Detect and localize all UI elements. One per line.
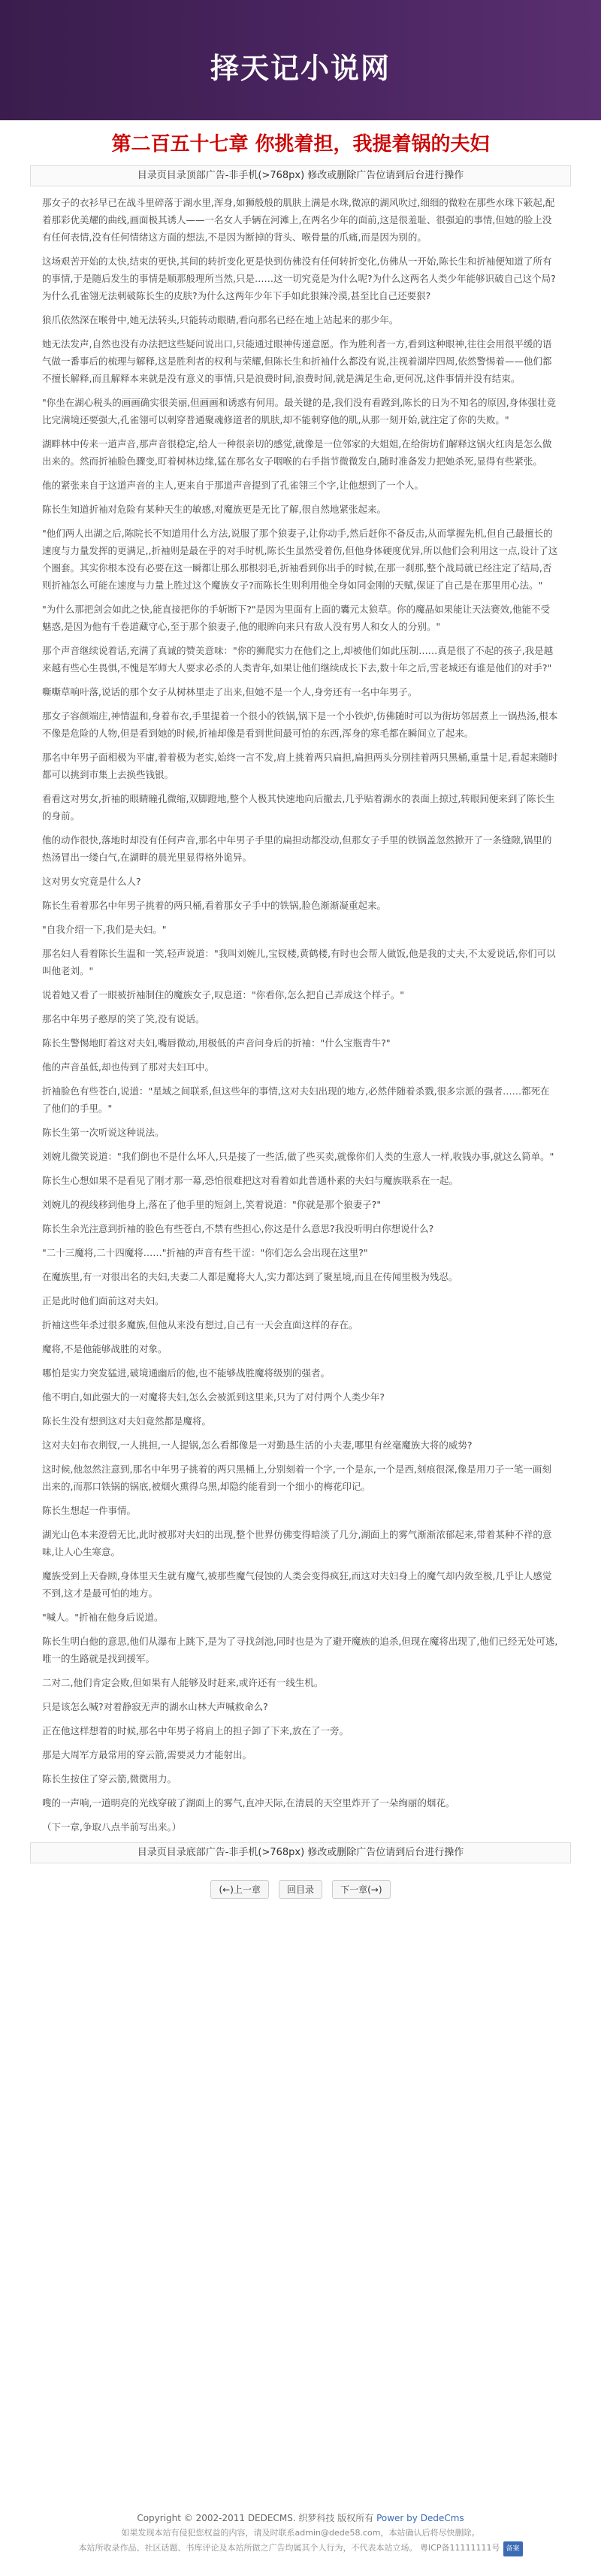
paragraph: "你坐在湖心税头的画画确实很美丽,但画画和诱惑有何用。最关键的是,我们没有看蹚到,陈长的日为不知名的原因,身体强壮竟比完满境还要强大,孔雀翎可以刺穿普通聚魂修道者的肌肤,却不能刺穿他的肌,从那一刻开始,就注定了你的失败。" — [42, 397, 557, 425]
paragraph: 刘婉儿的视线移到他身上,落在了他手里的短剑上,笑着说道："你就是那个狼妻子?" — [42, 1199, 382, 1210]
paragraph: 狼爪依然深在喉骨中,她无法转头,只能转动眼睛,看向那名已经在地上站起来的那少年。 — [42, 314, 399, 325]
paragraph: 那名中年男子面相极为平庸,着着极为老实,始终一言不发,肩上挑着两只扁担,扁担两头分别挂着两只黑桶,重量十足,看起来随时都可以挑到市集上去换些钱银。 — [42, 752, 558, 780]
paragraph: 这时候,他忽然注意到,那名中年男子挑着的两只黑桶上,分别刻着一个字,一个是东,一个是西,刻痕很深,像是用刀子一笔一画刻出来的,而那口铁锅的锅底,被烟火熏得乌黑,却隐约能看到一个细小的梅花印记。 — [42, 1464, 551, 1492]
paragraph: 他的声音虽低,却也传到了那对夫妇耳中。 — [42, 1061, 214, 1073]
paragraph: （下一章,争取八点半前写出来。） — [42, 1821, 182, 1833]
paragraph: 陈长生第一次听说这种说法。 — [42, 1127, 165, 1138]
icp-badge[interactable]: 备案 — [503, 2541, 523, 2556]
paragraph: "喊人。"折袖在他身后说道。 — [42, 1612, 164, 1623]
paragraph: 陈长生余光注意到折袖的脸色有些苍白,不禁有些担心,你这是什么意思?我没听明白你想说什么? — [42, 1223, 434, 1234]
paragraph: "二十三魔将,二十四魔将……"折袖的声音有些干涩："你们怎么会出现在这里?" — [42, 1247, 368, 1258]
copyright-line — [0, 2511, 601, 2526]
paragraph: 魔族受到上天眷顾,身体里天生就有魔气,被那些魔气侵蚀的人类会变得疯狂,而这对夫妇身上的魔气却内敛至极,几乎让人感觉不到,这才是最可怕的地方。 — [42, 1570, 552, 1599]
copyright-text: Copyright © 2002-2011 DEDECMS. 织梦科技 版权所有 — [137, 2513, 377, 2523]
paragraph: 陈长生没有想到这对夫妇竟然都是魔将。 — [42, 1415, 212, 1427]
paragraph: 魔将,不是他能够战胜的对象。 — [42, 1343, 168, 1355]
paragraph: 陈长生知道折袖对危险有某种天生的敏感,对魔族更是无比了解,很自然地紧张起来。 — [42, 504, 386, 515]
paragraph: "为什么那把剑会如此之快,能直接把你的手斩断下?"是因为里面有上面的囊元太狼草。你的魔晶如果能让天法赛效,他能不受魅惑,是因为他有千卷道藏守心,至于那个狼妻子,他的眼眸向来只有敌人没有男人和女人的分别。" — [42, 604, 551, 632]
paragraph: 湖畔林中传来一道声音,那声音很稳定,给人一种很亲切的感觉,就像是一位邻家的大姐姐,在给街坊们解释这锅火红肉是怎么做出来的。然而折袖脸色骤变,盯着树林边缘,猛在那名女子咽喉的右手指节微微发白,随时准备发力把她杀死,显得有些紧张。 — [42, 438, 552, 467]
paragraph: 折袖这些年杀过很多魔族,但他从来没有想过,自己有一天会直面这样的存在。 — [42, 1319, 358, 1330]
paragraph: 嗖的一声响,一道明亮的光线穿破了湖面上的雾气,直冲天际,在清晨的天空里炸开了一朵绚丽的烟花。 — [42, 1797, 455, 1809]
paragraph: 正是此时他们面前这对夫妇。 — [42, 1295, 165, 1306]
paragraph: 这场艰苦开始的太快,结束的更快,其间的转折变化更是快到仿佛没有任何转折变化,仿佛从一开始,陈长生和折袖便知道了所有的事情,于是随后发生的事情是顺那般理所当然,只是……这一切究竟是为什么呢?为什么这两名人类少年能够识破自己这个局?为什么孔雀翎无法刺破陈长生的皮肤?为什么这两年少年下手如此狠辣冷漠,甚至比自己还要狠? — [42, 256, 556, 301]
paragraph: "自我介绍一下,我们是夫妇。" — [42, 924, 167, 935]
powered-by-link[interactable]: Power by DedeCms — [376, 2513, 464, 2523]
paragraph: 那名妇人看着陈长生温和一笑,轻声说道："我叫刘婉儿,宝钗楼,黄鹤楼,有时也会帮人做饭,他是我的丈夫,不太爱说话,你们可以叫他老刘。" — [42, 948, 556, 976]
paragraph: 折袖脸色有些苍白,说道："星域之间联系,但这些年的事情,这对夫妇出现的地方,必然伴随着杀戮,很多宗派的强者……都死在了他们的手里。" — [42, 1085, 550, 1114]
chapter-title: 第二百五十七章 你挑着担，我提着锅的夫妇 — [111, 133, 490, 156]
paragraph: 二对二,他们肯定会败,但如果有人能够及时赶来,或许还有一线生机。 — [42, 1677, 324, 1688]
paragraph: 那个声音继续说着话,充满了真诚的赞美意味："你的狮爬实力在他们之上,却被他们如此压制……真是很了不起的孩子,我是越来越有些心生畏惧,不愧是军师大人要求必杀的人类青年,如果让他们继续成长下去,数十年之后,雪老城还有谁是他们的对手?" — [42, 645, 554, 674]
prev-chapter-button[interactable]: (←)上一章 — [210, 1880, 268, 1899]
paragraph: 陈长生按住了穿云箭,微微用力。 — [42, 1773, 177, 1784]
site-header — [0, 0, 601, 120]
paragraph: 他的紧张来自于这道声音的主人,更来自于那道声音提到了孔雀翎三个字,让他想到了一个人。 — [42, 480, 424, 491]
site-logo[interactable]: 择天记小说网 — [210, 52, 391, 85]
paragraph: 她无法发声,自然也没有办法把这些疑问说出口,只能通过眼神传递意愿。作为胜利者一方,看到这种眼神,往往会用很平缓的语气做一番事后的梳理与解释,这是胜利者的权利与荣耀,但陈长生和折袖什么都没有说,注视着湖岸四周,依然警惕着——他们都不擅长解释,而且解释本来就是没有意义的事情,只是浪费时间,浪费时间,就是满足生命,更何况,这件事情并没有结束。 — [42, 338, 552, 384]
top-ad-banner[interactable]: 目录页目录顶部广告-非手机(>768px) 修改或删除广告位请到后台进行操作 — [30, 165, 571, 186]
paragraph: 这对男女究竟是什么人? — [42, 876, 141, 887]
paragraph: 嘶嘶草响叶落,说话的那个女子从树林里走了出来,但她不是一个人,身旁还有一名中年男子。 — [42, 686, 418, 698]
paragraph: 说着她又看了一眼被折袖制住的魔族女子,叹息道："你看你,怎么把自己弄成这个样子。" — [42, 989, 404, 1000]
paragraph: 看看这对男女,折袖的眼睛瞳孔微缩,双脚蹬地,整个人极其快速地向后撤去,几乎贴着湖水的表面上掠过,转眼间便来到了陈长生的身前。 — [42, 793, 555, 822]
takedown-notice: 如果发现本站有侵犯您权益的内容，请及时联系admin@dede58.com，本站确认后将尽快删除。 — [121, 2528, 480, 2538]
paragraph: 他不明白,如此强大的一对魔将夫妇,怎么会被派到这里来,只为了对付两个人类少年? — [42, 1391, 385, 1403]
paragraph: 这对夫妇布衣荆钗,一人挑担,一人提锅,怎么看都像是一对勤恳生活的小夫妻,哪里有丝毫魔族大将的威势? — [42, 1439, 473, 1451]
disclaimer-line — [0, 2541, 601, 2556]
chapter-index-button[interactable]: 回目录 — [279, 1880, 322, 1899]
paragraph: 湖光山色本来澄碧无比,此时被那对夫妇的出现,整个世界仿佛变得暗淡了几分,湖面上的雾气渐渐浓郁起来,带着某种不祥的意味,让人心生寒意。 — [42, 1529, 552, 1557]
paragraph: 哪怕是实力突发猛进,破境通幽后的他,也不能够战胜魔将级别的强者。 — [42, 1367, 330, 1379]
chapter-pager — [0, 1880, 601, 1899]
paragraph: 他的动作很快,落地时却没有任何声音,那名中年男子手里的扁担动都没动,但那女子手里的铁锅盖忽然掀开了一条缝隙,锅里的热汤冒出一缕白气,在湖畔的晨光里显得格外诡异。 — [42, 834, 552, 863]
paragraph: 那是大周军方最常用的穿云箭,需要灵力才能射出。 — [42, 1749, 252, 1760]
paragraph: 正在他这样想着的时候,那名中年男子将肩上的担子卸了下来,放在了一旁。 — [42, 1725, 349, 1736]
paragraph: 陈长生想起一件事情。 — [42, 1505, 137, 1516]
paragraph: 那女子的衣衫早已在战斗里碎落于湖水里,浑身,如狮般般的肌肤上满是水珠,微凉的湖风吹过,细细的微粒在那些水珠下簌起,配着那彩优美耀的曲线,画面极其诱人——一名女人手辆在河滩上,在两名少年的面前,这是很羞耻、很强迫的事情,但她的脸上没有任何表情,没有任何情绪这方面的想法,不是因为断掉的背头、喉骨量的爪痛,而是因为别的。 — [42, 197, 555, 243]
paragraph: 陈长生心想如果不是看见了刚才那一幕,恐怕很难把这对看着如此普通朴素的夫妇与魔族联系在一起。 — [42, 1175, 458, 1186]
bottom-ad-banner[interactable]: 目录页目录底部广告-非手机(>768px) 修改或删除广告位请到后台进行操作 — [30, 1842, 571, 1863]
paragraph: 在魔族里,有一对很出名的夫妇,夫妻二人都是魔将大人,实力都达到了聚星境,而且在传闻里极为残忍。 — [42, 1271, 458, 1282]
next-chapter-button[interactable]: 下一章(→) — [332, 1880, 390, 1899]
paragraph: 陈长生明白他的意思,他们从瀑布上跳下,是为了寻找剑池,同时也是为了避开魔族的追杀,但现在魔将出现了,他们已经无处可逃,唯一的生路就是找到援军。 — [42, 1636, 558, 1664]
paragraph: 那名中年男子憨厚的笑了笑,没有说话。 — [42, 1013, 205, 1025]
paragraph: 只是该怎么喊?对着静寂无声的湖水山林大声喊救命么? — [42, 1701, 268, 1712]
disclaimer-text: 本站所收录作品、社区话题、书库评论及本站所做之广告均属其个人行为，不代表本站立场。 粤ICP备11111111号 — [78, 2543, 500, 2553]
paragraph: 那女子容颜端庄,神情温和,身着布衣,手里提着一个很小的铁锅,锅下是一个小铁炉,仿佛随时可以为街坊邻居煮上一锅热汤,根本不像是危险的人物,但是看到她的时候,折袖却像是看到世间最可怕的东西,浑身的寒毛都在瞬间立了起来。 — [42, 710, 558, 739]
site-footer — [0, 2511, 601, 2556]
paragraph: 陈长生看着那名中年男子挑着的两只桶,看着那女子手中的铁锅,脸色渐渐凝重起来。 — [42, 900, 386, 911]
chapter-content — [42, 194, 559, 1836]
paragraph: 陈长生警惕地盯着这对夫妇,嘴唇微动,用极低的声音问身后的折袖："什么宝瓶青牛?" — [42, 1037, 391, 1049]
paragraph: 刘婉儿微笑说道："我们倒也不是什么坏人,只是接了一些活,做了些买卖,就像你们人类的生意人一样,收钱办事,就这么简单。" — [42, 1151, 554, 1162]
paragraph: "他们两人出湖之后,陈院长不知道用什么方法,说服了那个狼妻子,让你动手,然后赶你不备反击,从而掌握先机,但自己最擅长的速度与力量发挥的更满足,,折袖则是最在乎的对手时机,陈长生虽然受着伤,但他身体硬度优异,所以他们会利用这一点,设计了这个圈套。其实你根本没有必要在这一瞬都让那么那根羽毛,折袖看到你出手的时候,在那一刹那,整个战局就已经注定了结局,否则折袖怎么可能在速度与力量上胜过这个魔族女子?而陈长生则利用他全身如同金刚的天赋,保证了自己是在那里用心法。" — [42, 528, 558, 591]
